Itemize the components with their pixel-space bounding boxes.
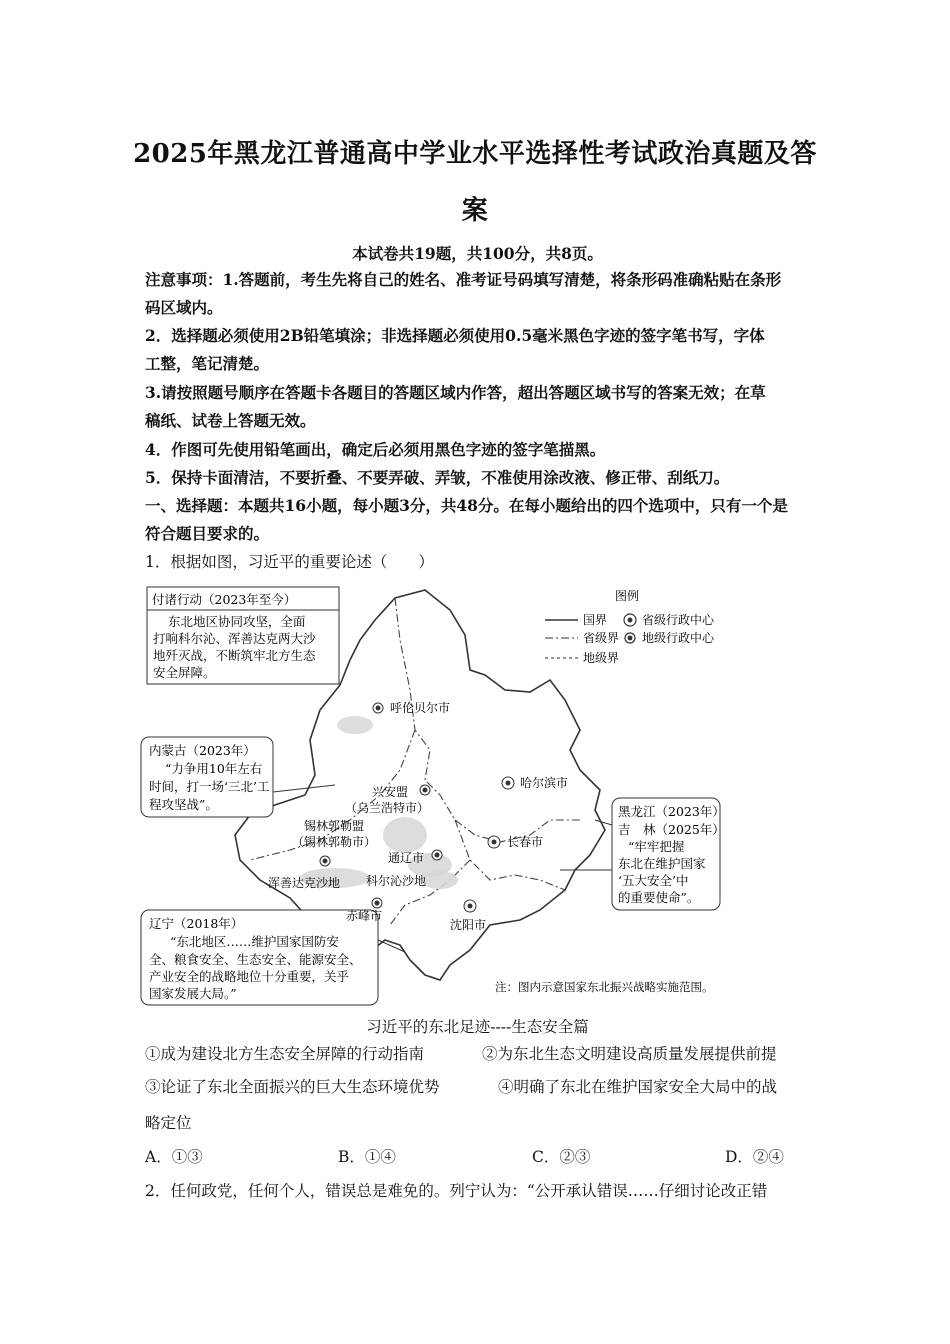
note-line-6: 稿纸、试卷上答题无效。 [145,411,316,430]
note-line-7: 4．作图可先使用铅笔画出，确定后必须用黑色字迹的签字笔描黑。 [145,440,606,459]
callout-1-line: 安全屏障。 [153,665,216,680]
city-shenyang: 沈阳市 [450,918,487,932]
callout-1-line: 东北地区协同攻坚，全面 [168,614,306,629]
northeast-map-figure [140,580,750,1010]
city-chifeng: 赤峰市 [346,909,383,923]
sand-horqin: 科尔沁沙地 [366,874,427,888]
statement-3: ③论证了东北全面振兴的巨大生态环境优势 [145,1078,440,1096]
city-changchun: 长春市 [507,835,544,849]
note-line-8: 5．保持卡面清洁，不要折叠、不要弄破、弄皱，不准使用涂改液、修正带、刮纸刀。 [145,468,730,487]
callout-3-line: “牢牢把握 [628,839,685,854]
sand-patch [337,716,373,734]
callout-3-line: 吉 林（2025年） [618,822,725,837]
callout-2-line: 程攻坚战”。 [149,797,218,812]
city-xilinhot: （锡林郭勒市） [292,835,377,849]
question-1-stem: 1．根据如图，习近平的重要论述（ ） [145,553,434,571]
callout-box-1 [147,587,339,684]
option-c: C．②③ [532,1148,591,1166]
callout-2-title: 内蒙古（2023年） [149,743,256,758]
callout-4-line: 全、粮食安全、生态安全、能源安全、 [149,952,362,967]
option-b: B．①④ [338,1148,396,1166]
legend-provincial-center: 省级行政中心 [642,613,715,627]
exam-title-line2: 案 [461,196,489,226]
section-heading-line-1: 一、选择题：本题共16小题，每小题3分，共48分。在每小题给出的四个选项中，只有一个是 [145,496,788,515]
city-harbin: 哈尔滨市 [520,776,569,790]
statement-2: ②为东北生态文明建设高质量发展提供前提 [482,1045,777,1063]
city-tongliao: 通辽市 [388,851,425,865]
callout-1-line: 打响科尔沁、浑善达克两大沙 [153,631,316,646]
city-ulanhot: （乌兰浩特市） [345,801,430,815]
section-heading-line-2: 符合题目要求的。 [145,524,270,543]
city-xilingol: 锡林郭勒盟 [304,819,365,833]
callout-1-line: 地歼灭战，不断筑牢北方生态 [153,648,316,663]
callout-4-line: 产业安全的战略地位十分重要，关乎 [149,969,350,984]
figure-caption: 习近平的东北足迹----生态安全篇 [366,1018,589,1036]
map-legend [545,588,715,665]
exam-title-line1: 2025年黑龙江普通高中学业水平选择性考试政治真题及答 [133,139,817,169]
note-line-2: 码区域内。 [145,298,223,317]
note-line-1: 注意事项：1.答题前，考生先将自己的姓名、准考证号码填写清楚，将条形码准确粘贴在条形 [145,270,782,289]
legend-prefecture-border: 地级界 [583,651,620,665]
sand-hunshandake: 浑善达克沙地 [268,876,341,890]
callout-3-line: 东北在维护国家 [618,856,706,871]
statement-4: ④明确了东北在维护国家安全大局中的战 [498,1078,778,1096]
legend-provincial-border: 省级界 [583,631,620,645]
legend-national-border: 国界 [583,613,608,627]
option-a: A．①③ [145,1148,203,1166]
sand-patch [422,871,458,889]
callout-box-4 [141,910,405,1005]
question-2-stem: 2．任何政党，任何个人，错误总是难免的。列宁认为：“公开承认错误……仔细讨论改正错 [145,1182,768,1200]
city-xinganmeng: 兴安盟 [372,785,409,799]
option-d: D．②④ [725,1148,784,1166]
sand-patch [383,817,427,853]
note-line-5: 3.请按照题号顺序在答题卡各题目的答题区域内作答，超出答题区域书写的答案无效；在草 [145,383,766,402]
statement-1: ①成为建设北方生态安全屏障的行动指南 [145,1045,425,1063]
city-hulunbuir: 呼伦贝尔市 [390,701,451,715]
map-note: 注：图内示意国家东北振兴战略实施范围。 [495,980,714,994]
legend-title: 图例 [615,589,640,603]
callout-4-title: 辽宁（2018年） [149,916,244,931]
exam-summary: 本试卷共19题，共100分，共8页。 [352,244,603,263]
note-line-3: 2．选择题必须使用2B铅笔填涂；非选择题必须使用0.5毫米黑色字迹的签字笔书写，字体 [145,326,765,345]
statement-4-cont: 略定位 [145,1114,192,1132]
callout-3-title: 黑龙江（2023年） [618,804,725,819]
note-line-4: 工整，笔记清楚。 [145,354,270,373]
callout-3-line: 的重要使命”。 [618,890,700,905]
callout-2-line: “力争用10年左右 [165,761,263,776]
callout-4-line: 国家发展大局。” [149,986,237,1001]
callout-4-line: “东北地区……维护国家国防安 [170,934,339,949]
legend-prefecture-center: 地级行政中心 [642,631,715,645]
callout-2-line: 时间，打一场‘三北’工 [149,779,270,794]
callout-3-line: ‘五大安全’中 [618,873,689,888]
callout-1-title: 付诸行动（2023年至今） [152,592,297,607]
